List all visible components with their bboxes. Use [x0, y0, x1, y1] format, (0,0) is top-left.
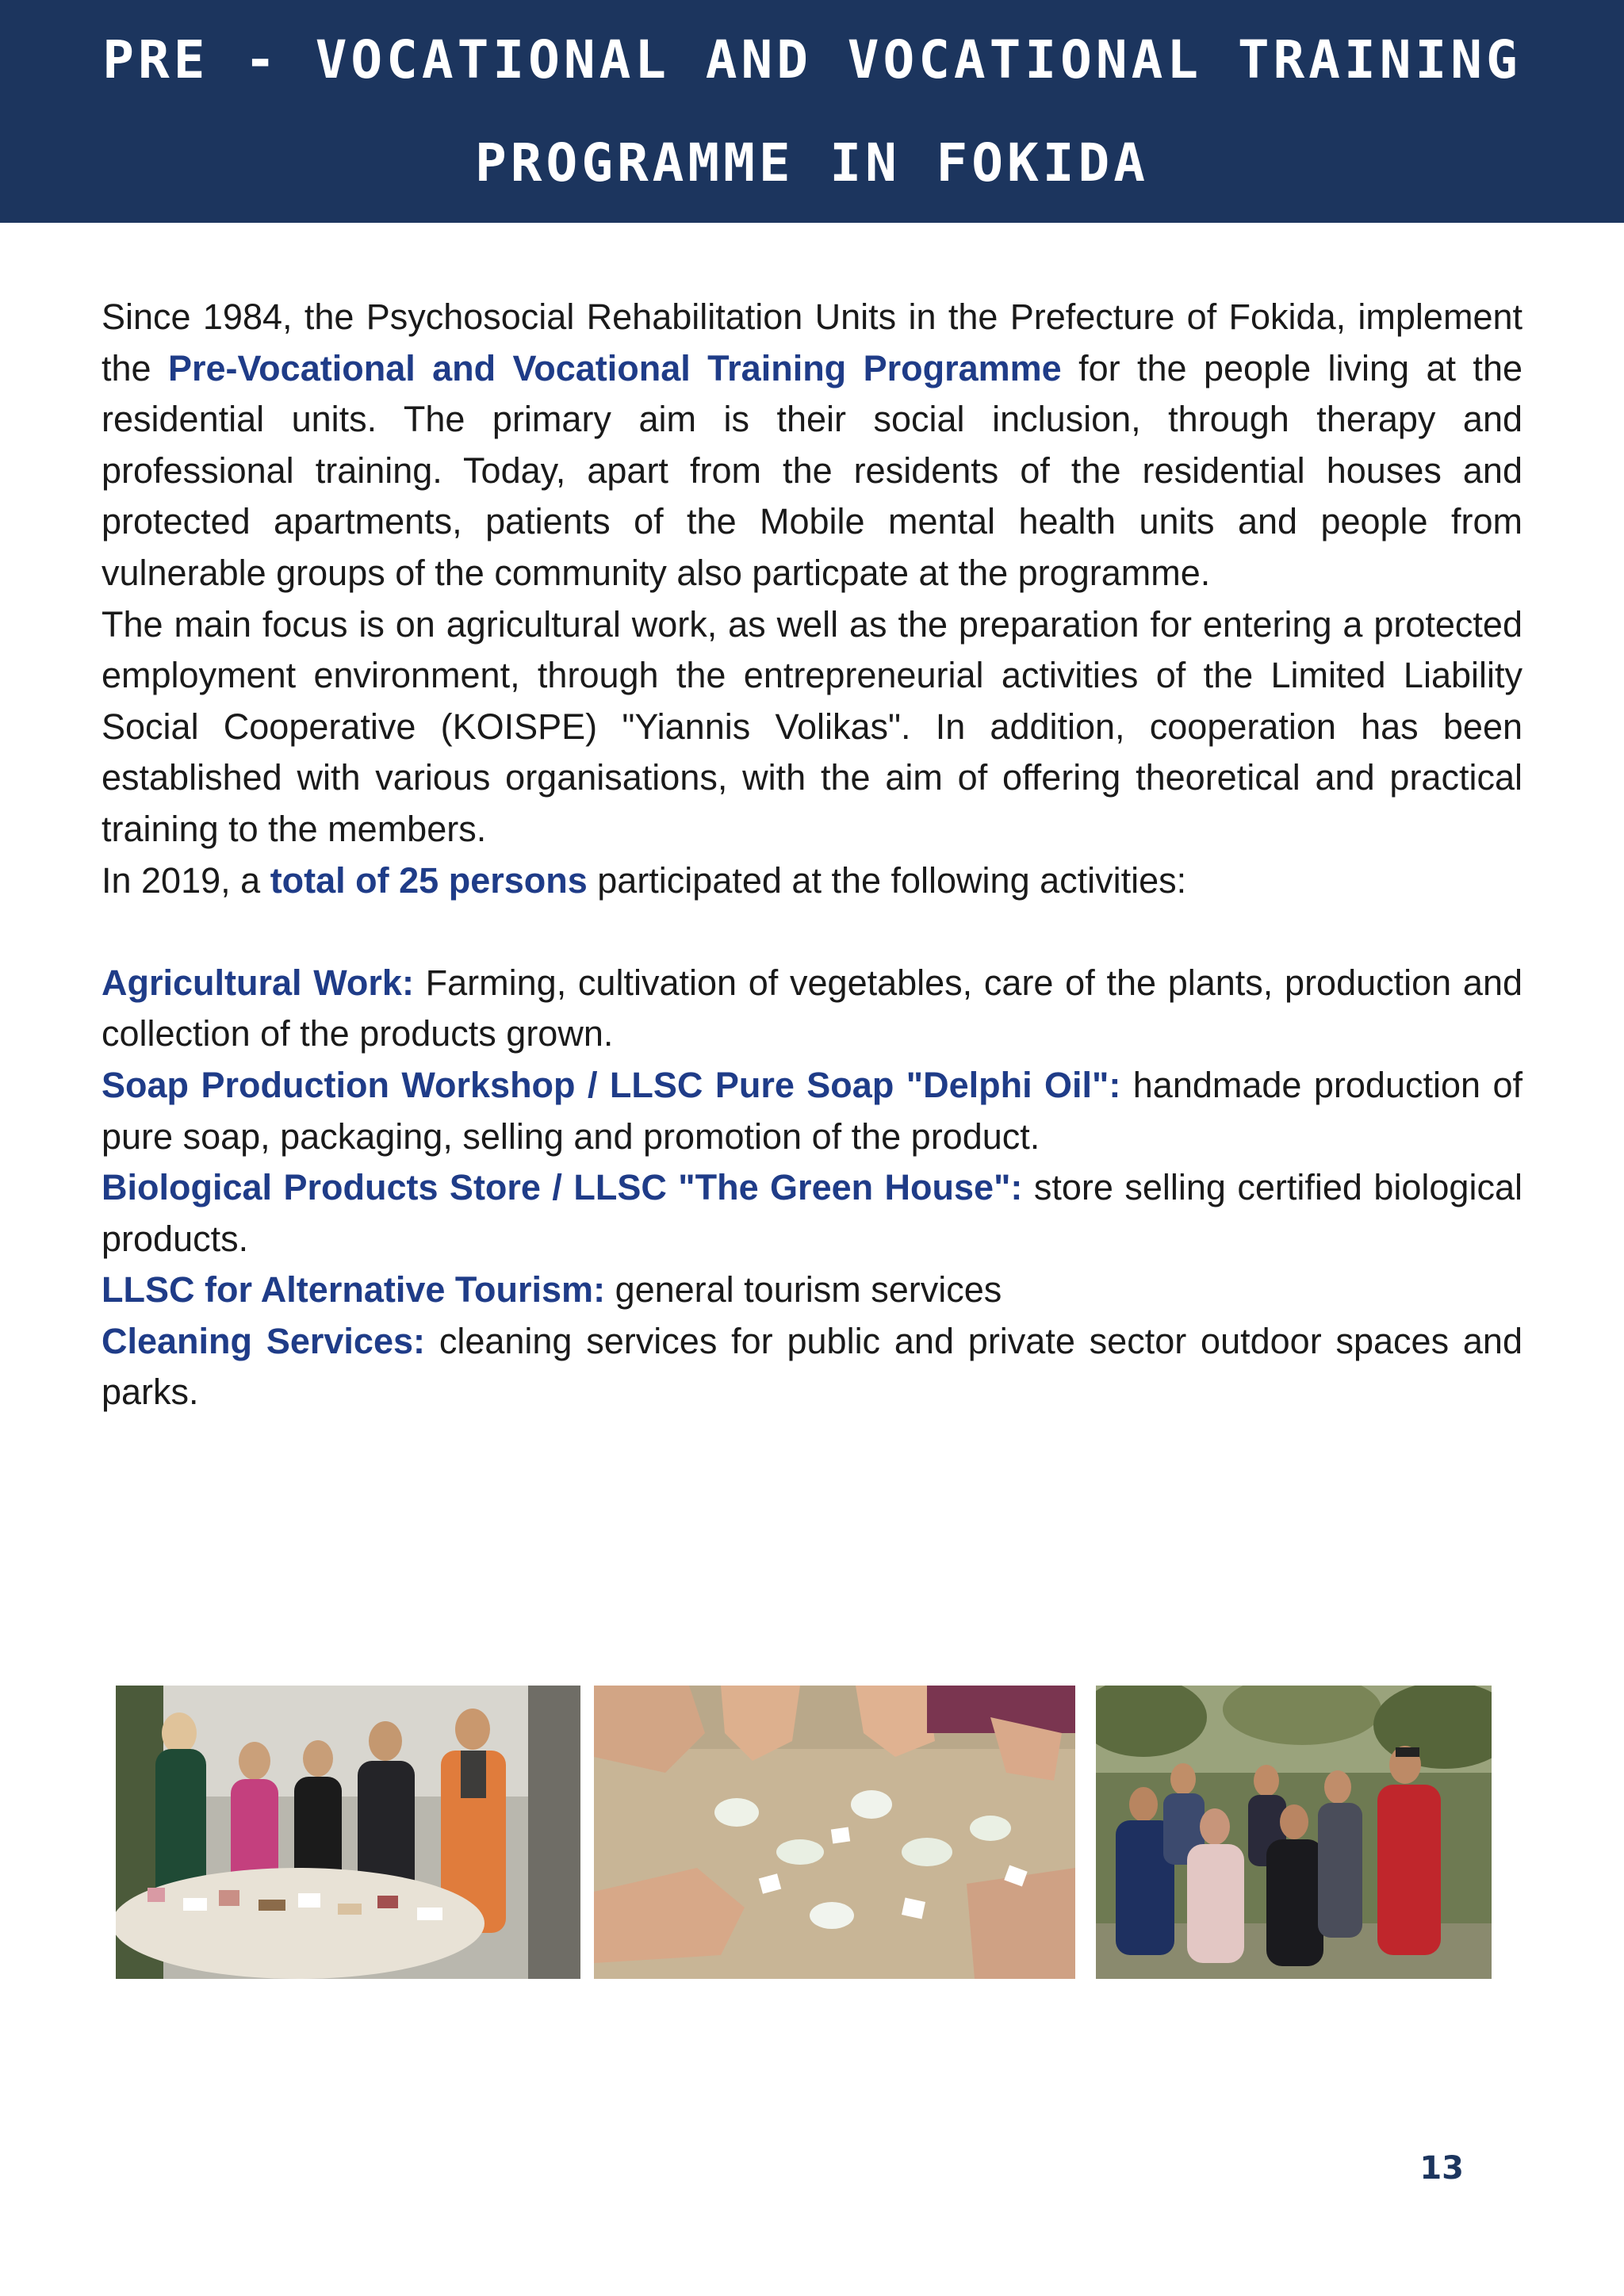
participants-highlight: total of 25 persons [270, 859, 588, 901]
page-number: 13 [1419, 2150, 1464, 2187]
intro-paragraph-2: The main focus is on agricultural work, as well as the preparation for entering a protected employment environment, through the entrepreneurial activities of the Limited Liability Social Cooperative (KOISPE) "Yiannis Volikas". In addition, cooperation has been established with various organisations, with the aim of offering theoretical and practical training to the members. [102, 603, 1522, 849]
body-text [102, 292, 1522, 1418]
page-title-line-2: PROGRAMME IN FOKIDA [475, 132, 1149, 193]
activity-biological-store: Biological Products Store / LLSC "The Green House": store selling certified biological products. [102, 1167, 1522, 1259]
paragraph-spacer [102, 906, 1522, 958]
page-title-line-1: PRE - VOCATIONAL AND VOCATIONAL TRAINING [102, 29, 1522, 90]
photo-soap-workshop-hands [594, 1686, 1075, 1979]
activity-soap-production: Soap Production Workshop / LLSC Pure Soap "Delphi Oil": handmade production of pure soap, packaging, selling and promotion of the product. [102, 1064, 1522, 1157]
photo-group-outdoors [1096, 1686, 1492, 1979]
activity-alternative-tourism: LLSC for Alternative Tourism: general tourism services [102, 1269, 1002, 1311]
activity-cleaning-services: Cleaning Services: cleaning services for public and private sector outdoor spaces and parks. [102, 1320, 1522, 1413]
photo-soap-workshop-hands-image [594, 1686, 1075, 1979]
programme-name-highlight: Pre-Vocational and Vocational Training Programme [167, 347, 1062, 388]
photo-group-outdoors-image [1096, 1686, 1492, 1979]
intro-paragraph-1: Since 1984, the Psychosocial Rehabilitation Units in the Prefecture of Fokida, implement the Pre-Vocational and Vocational Training Programme for the people living at the residential units. The primary aim is their social inclusion, through therapy and professional training. Today, apart from the residents of the residential houses and protected apartments, patients of the Mobile mental health units and people from vulnerable groups of the community also particpate at the programme. [102, 297, 1522, 593]
photo-group-at-product-table [116, 1686, 580, 1979]
intro-paragraph-3: In 2019, a total of 25 persons participated at the following activities: [102, 859, 1187, 901]
activity-agricultural-work: Agricultural Work: Farming, cultivation of vegetables, care of the plants, production and collection of the products grown. [102, 962, 1522, 1054]
photo-group-at-product-table-image [116, 1686, 580, 1979]
header-band [0, 0, 1624, 223]
